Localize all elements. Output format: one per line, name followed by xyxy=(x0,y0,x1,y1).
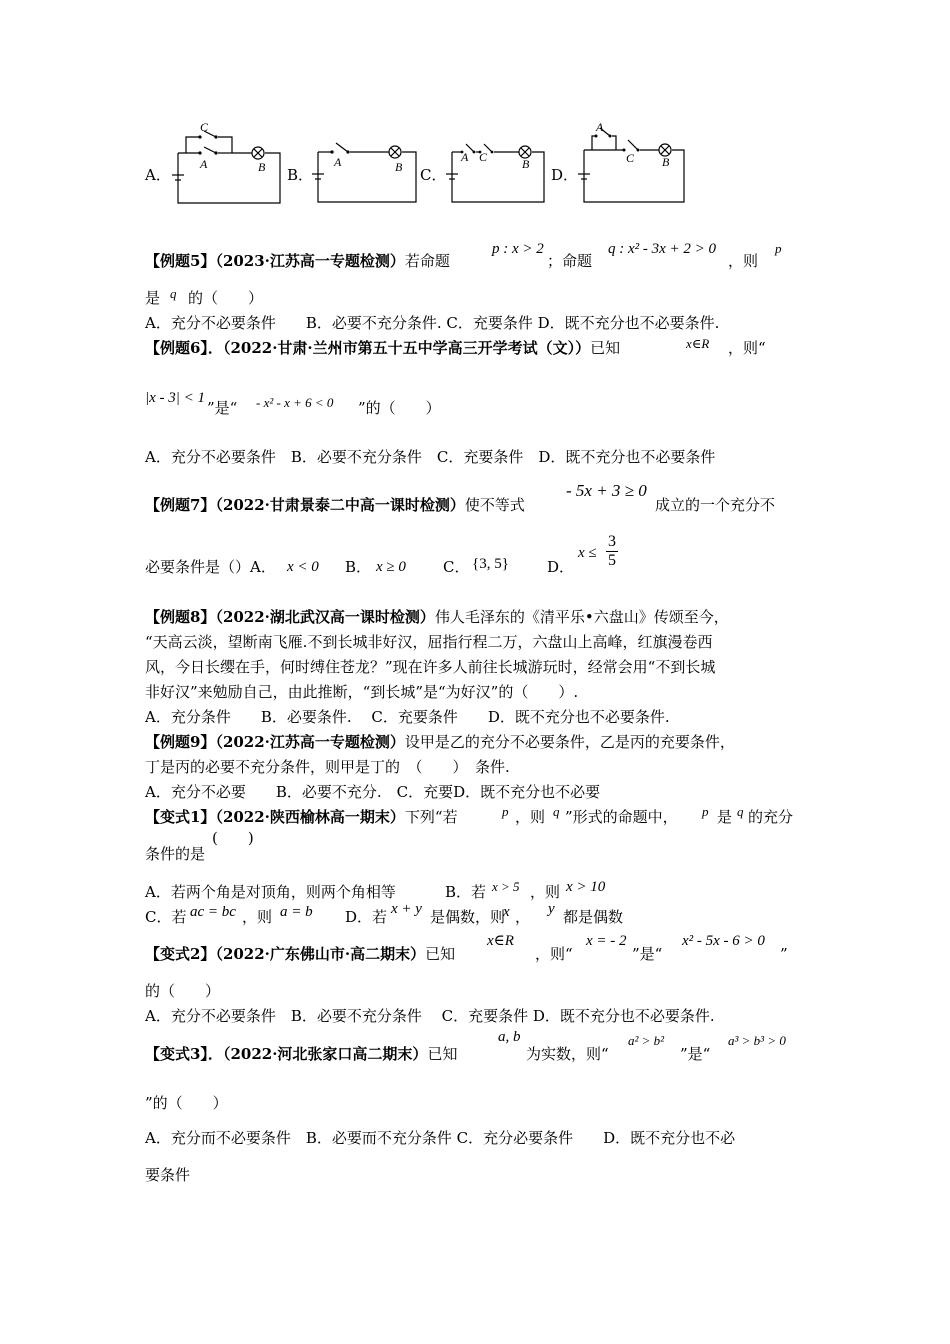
text: ”是“ xyxy=(207,399,238,417)
example-7-source: （2022·甘肃景泰二中高一课时检测） xyxy=(215,496,465,514)
variant-3-options-continued: 要条件 xyxy=(145,1166,191,1184)
text: ”是“ xyxy=(680,1045,711,1063)
math-x-in-r: x∈R xyxy=(686,336,710,351)
text: ， xyxy=(515,908,531,926)
circuit-option-c-label: C． xyxy=(420,166,447,184)
example-8-line-3: 风，今日长缨在手，何时缚住苍龙？”现在许多人前往长城游玩时，经常会用“不到长城 xyxy=(145,658,716,676)
circuit-option-d-label: D． xyxy=(551,166,579,184)
option-c-math-2: a = b xyxy=(280,904,313,920)
variant-3-tag: 【变式3】． xyxy=(145,1045,223,1063)
variant-3-options: A．充分而不必要条件 B．必要而不充分条件 C．充分必要条件 D．既不充分也不必 xyxy=(145,1129,736,1147)
text: ” xyxy=(780,945,788,963)
variant-1-option-a: A．若两个角是对顶角，则两个角相等 xyxy=(145,883,396,901)
text: ”的（ ） xyxy=(145,1094,228,1112)
text: ，则 xyxy=(530,883,561,901)
circuit-d-node-c: C xyxy=(626,151,635,165)
text: 下列“若 xyxy=(404,808,458,826)
option-d-math-3: y xyxy=(548,901,555,917)
math-q: q xyxy=(170,286,177,301)
text: 条件的是 xyxy=(145,845,206,863)
option-d-label: D．若 xyxy=(345,908,388,926)
text: 是 xyxy=(145,289,161,307)
option-c-label: C． xyxy=(443,558,470,576)
option-d-label: D． xyxy=(547,558,575,576)
text: 为实数，则“ xyxy=(526,1045,609,1063)
fraction-numerator: 3 xyxy=(608,533,616,550)
text: ，则 xyxy=(728,252,759,270)
example-6-source: （2022·甘肃·兰州市第五十五中学高三开学考试（文）） xyxy=(222,339,591,357)
variant-2-options: A．充分不必要条件 B．必要不充分条件 C．充要条件 D．既不充分也不必要条件. xyxy=(145,1007,715,1025)
text: 伟人毛泽东的《清平乐•六盘山》传颂至今， xyxy=(434,608,729,626)
option-d-math-1: x + y xyxy=(391,901,422,917)
text: 成立的一个充分不 xyxy=(655,496,776,514)
variant-3-line-1 xyxy=(145,1043,457,1065)
math-linear-inequality: - 5x + 3 ≥ 0 xyxy=(566,481,647,500)
circuit-option-a-label: A． xyxy=(145,166,171,184)
math-p: p xyxy=(702,804,709,819)
example-9-line-1 xyxy=(145,731,735,753)
math-x-equals: x = - 2 xyxy=(586,933,627,949)
circuit-a-node-a: A xyxy=(200,157,208,171)
text: ，则 xyxy=(515,808,546,826)
circuit-diagram-a xyxy=(170,123,288,207)
circuit-a-node-b: B xyxy=(258,160,266,174)
math-quadratic-condition: - x² - x + 6 < 0 xyxy=(256,395,334,410)
example-8-options: A．充分条件 B．必要条件. C．充要条件 D．既不充分也不必要条件. xyxy=(145,708,670,726)
math-q: q xyxy=(737,804,744,819)
example-9-tag: 【例题9】 xyxy=(145,733,216,751)
math-q-condition: q : x² - 3x + 2 > 0 xyxy=(608,241,717,257)
circuit-d-node-b: B xyxy=(662,155,670,169)
text: 已知 xyxy=(590,339,621,357)
math-a-b: a, b xyxy=(498,1029,521,1045)
text: 已知 xyxy=(427,1045,458,1063)
option-c-math-1: ac = bc xyxy=(190,904,236,920)
variant-1-line-1 xyxy=(145,806,458,828)
text: ”的（ ） xyxy=(358,399,441,417)
option-d-math-2: x xyxy=(503,904,510,920)
text: ；命题 xyxy=(547,252,593,270)
text: ，则“ xyxy=(535,945,573,963)
circuit-diagram-d xyxy=(576,122,690,206)
option-b-math: x ≥ 0 xyxy=(376,559,406,575)
math-abs-condition: |x - 3| < 1 xyxy=(145,390,206,406)
text: ，则“ xyxy=(728,339,766,357)
example-6-options: A．充分不必要条件 B．必要不充分条件 C．充要条件 D．既不充分也不必要条件 xyxy=(145,448,716,466)
option-d-fraction xyxy=(606,533,618,570)
math-p: p xyxy=(502,804,509,819)
example-9-line-2: 丁是丙的必要不充分条件，则甲是丁的 （ ） 条件. xyxy=(145,758,510,776)
text: 的（ ） xyxy=(188,289,264,307)
example-9-options: A．充分不必要 B．必要不充分. C．充要D．既不充分也不必要 xyxy=(145,783,601,801)
variant-2-tag: 【变式2】 xyxy=(145,945,216,963)
math-p: p xyxy=(775,241,782,256)
text: ”是“ xyxy=(632,945,663,963)
example-7-tag: 【例题7】 xyxy=(145,496,216,514)
circuit-diagram-c xyxy=(444,130,550,206)
circuit-option-b-label: B． xyxy=(287,166,314,184)
circuit-diagram-b xyxy=(310,130,422,206)
example-5-source: （2023·江苏高一专题检测） xyxy=(215,252,405,270)
circuit-d-node-a: A xyxy=(596,122,604,134)
option-c-math: {3, 5} xyxy=(472,556,509,572)
answer-parentheses: ( ) xyxy=(212,829,254,847)
option-d-math xyxy=(578,542,597,564)
text: 都是偶数 xyxy=(563,908,624,926)
option-d-lhs: x ≤ xyxy=(578,545,597,561)
text: ，则 xyxy=(242,908,273,926)
example-7-line-1 xyxy=(145,494,525,516)
variant-1-tag: 【变式1】 xyxy=(145,808,216,826)
text: 的（ ） xyxy=(145,982,221,1000)
example-5-options: A．充分不必要条件 B．必要不充分条件. C．充要条件 D．既不充分也不必要条件. xyxy=(145,314,720,332)
text: 若命题 xyxy=(404,252,450,270)
fraction-denominator: 5 xyxy=(608,552,616,569)
option-b-math-1: x > 5 xyxy=(492,879,520,894)
example-6-tag: 【例题6】． xyxy=(145,339,223,357)
example-8-source: （2022·湖北武汉高一课时检测） xyxy=(215,608,435,626)
math-square-inequality: a² > b² xyxy=(628,1033,665,1048)
variant-2-line-1 xyxy=(145,943,455,965)
math-quadratic: x² - 5x - 6 > 0 xyxy=(682,933,765,949)
text: 是偶数，则 xyxy=(430,908,506,926)
text: 的充分 xyxy=(748,808,794,826)
math-x-in-r: x∈R xyxy=(487,933,514,949)
example-9-source: （2022·江苏高一专题检测） xyxy=(215,733,405,751)
circuit-b-node-a: A xyxy=(334,155,342,169)
example-8-tag: 【例题8】 xyxy=(145,608,216,626)
example-8-line-2: “天高云淡，望断南飞雁.不到长城非好汉，屈指行程二万，六盘山上高峰，红旗漫卷西 xyxy=(145,633,713,651)
option-c-label: C．若 xyxy=(145,908,187,926)
example-5-line-1 xyxy=(145,250,450,272)
math-cube-inequality: a³ > b³ > 0 xyxy=(728,1033,786,1048)
variant-3-source: （2022·河北张家口高二期末） xyxy=(222,1045,428,1063)
text: 使不等式 xyxy=(464,496,525,514)
text: 已知 xyxy=(425,945,456,963)
circuit-c-node-a: A xyxy=(461,150,469,164)
text: 必要条件是（）A． xyxy=(145,558,276,576)
example-8-line-4: 非好汉”来勉励自己，由此推断，“到长城”是“为好汉”的（ ）. xyxy=(145,683,579,701)
example-5-tag: 【例题5】 xyxy=(145,252,216,270)
circuit-b-node-b: B xyxy=(395,160,403,174)
option-b-label: B． xyxy=(345,558,372,576)
example-8-line-1 xyxy=(145,606,729,628)
variant-1-source: （2022·陕西榆林高一期末） xyxy=(215,808,405,826)
text: ”形式的命题中， xyxy=(565,808,678,826)
option-b-label: B．若 xyxy=(445,883,487,901)
example-6-line-1 xyxy=(145,337,620,359)
circuit-a-node-c: C xyxy=(200,123,209,134)
option-b-math-2: x > 10 xyxy=(566,879,606,895)
circuit-c-node-c: C xyxy=(479,150,488,164)
circuit-c-node-b: B xyxy=(522,157,530,171)
math-p-condition: p : x > 2 xyxy=(492,241,544,257)
text: 设甲是乙的充分不必要条件，乙是丙的充要条件， xyxy=(404,733,735,751)
text: 是 xyxy=(717,808,733,826)
variant-2-source: （2022·广东佛山市·高二期末） xyxy=(215,945,426,963)
math-q: q xyxy=(553,804,560,819)
option-a-math: x < 0 xyxy=(287,559,319,575)
